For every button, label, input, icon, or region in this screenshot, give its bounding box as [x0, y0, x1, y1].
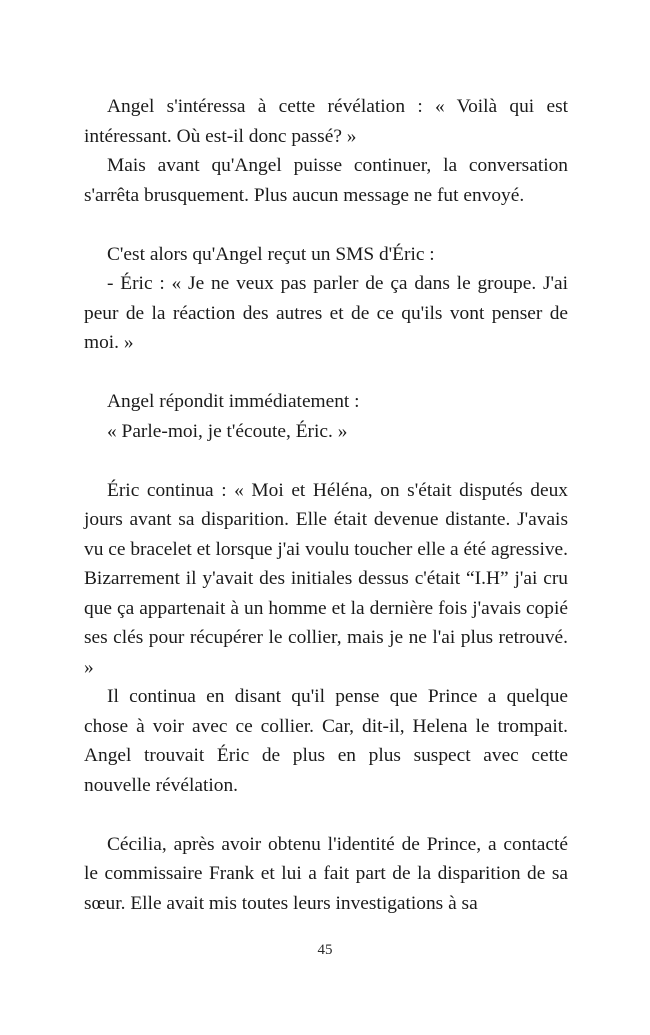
paragraph-4: - Éric : « Je ne veux pas parler de ça dans le groupe. J'ai peur de la réaction des autres et de ce qu'ils vont penser de moi. » — [84, 273, 568, 353]
paragraph-8: Il continua en disant qu'il pense que Prince a quelque chose à voir avec ce collier. Car, dit-il, Helena le trompait. Angel trouvait Éric de plus en plus suspect avec cette nouvelle révélation. — [84, 686, 568, 796]
paragraph-9: Cécilia, après avoir obtenu l'identité de Prince, a contacté le commissaire Frank et lui a fait part de la disparition de sa sœur. Elle avait mis toutes leurs investigations à sa — [84, 833, 568, 914]
paragraph-5: Angel répondit immédiatement : — [107, 391, 360, 412]
paragraph-2: Mais avant qu'Angel puisse continuer, la conversation s'arrêta brusquement. Plus aucun message ne fut envoyé. — [84, 155, 568, 206]
page-number: 45 — [317, 942, 333, 958]
paragraph-7: Éric continua : « Moi et Héléna, on s'était disputés deux jours avant sa disparition. Elle était devenue distante. J'avais vu ce bracelet et lorsque j'ai voulu toucher elle a été agressive. Bizarrement il y'avait des initiales dessus c'était “I.H” j'ai cru que ça appartenait à un homme et la dernière fois j'avais copié ses clés pour récupérer le collier, mais je ne l'ai plus retrouvé. » — [84, 479, 568, 678]
paragraph-6: « Parle-moi, je t'écoute, Éric. » — [107, 420, 348, 442]
paragraph-spacer — [84, 210, 568, 240]
body-text — [84, 92, 568, 918]
paragraph-spacer — [84, 446, 568, 476]
paragraph-1: Angel s'intéressa à cette révélation : « Voilà qui est intéressant. Où est-il donc passé? » — [84, 96, 568, 147]
paragraph-spacer — [84, 800, 568, 830]
paragraph-3: C'est alors qu'Angel reçut un SMS d'Éric : — [107, 243, 435, 265]
paragraph-spacer — [84, 358, 568, 388]
